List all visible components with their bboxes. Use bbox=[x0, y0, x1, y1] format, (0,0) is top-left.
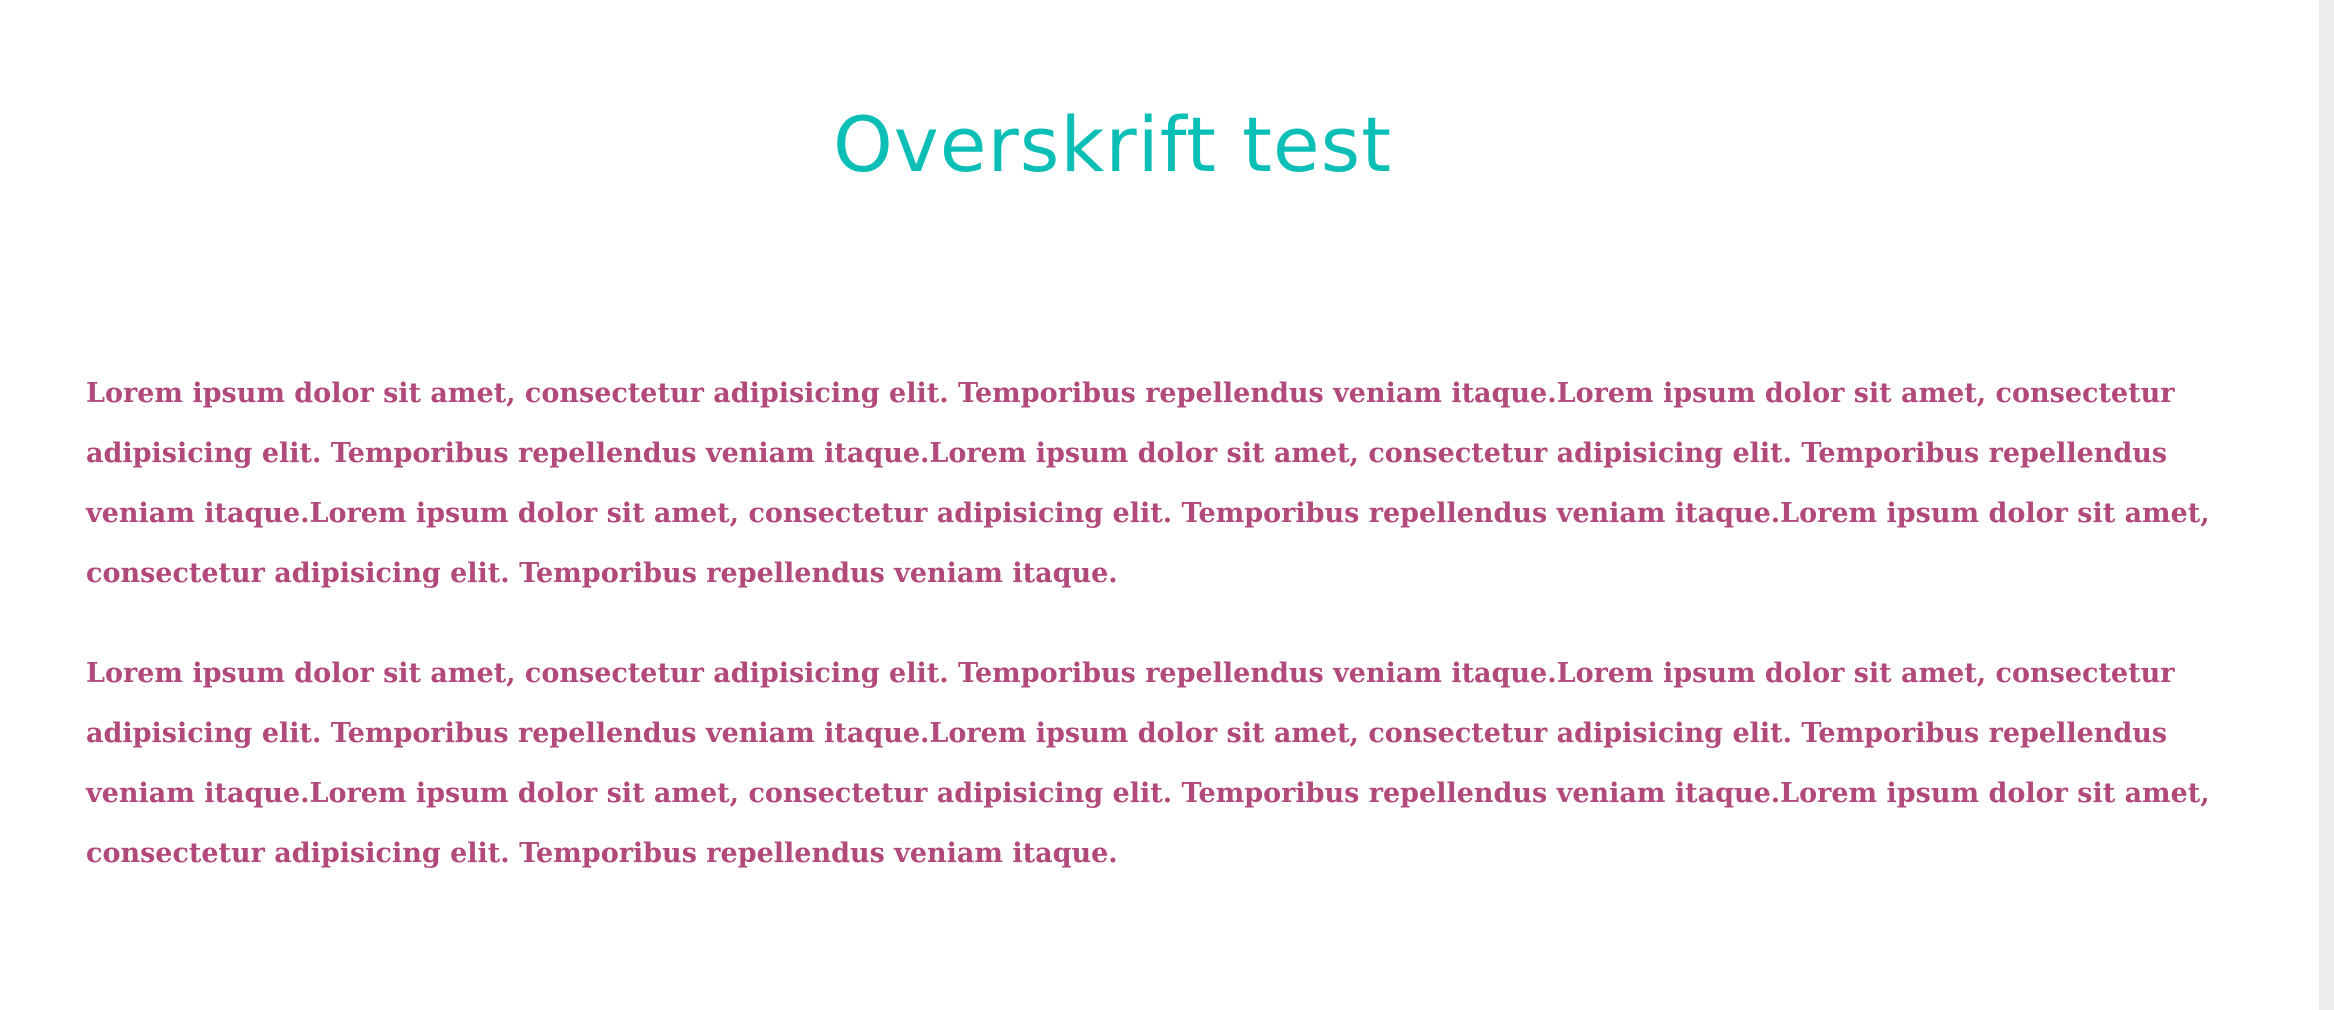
vertical-scrollbar[interactable] bbox=[2319, 0, 2334, 1010]
page-title: Overskrift test bbox=[832, 100, 1393, 189]
paragraph-2: Lorem ipsum dolor sit amet, consectetur adipisicing elit. Temporibus repellendus veniam itaque.Lorem ipsum dolor sit amet, consectetur adipisicing elit. Temporibus repellendus veniam itaque.Lorem ipsum dolor sit amet, consectetur adipisicing elit. Temporibus repellendus veniam itaque.Lorem ipsum dolor sit amet, consectetur adipisicing elit. Temporibus repellendus veniam itaque.Lorem ipsum dolor sit amet, consectetur adipisicing elit. Temporibus repellendus veniam itaque. bbox=[86, 658, 2210, 869]
paragraph-1: Lorem ipsum dolor sit amet, consectetur adipisicing elit. Temporibus repellendus veniam itaque.Lorem ipsum dolor sit amet, consectetur adipisicing elit. Temporibus repellendus veniam itaque.Lorem ipsum dolor sit amet, consectetur adipisicing elit. Temporibus repellendus veniam itaque.Lorem ipsum dolor sit amet, consectetur adipisicing elit. Temporibus repellendus veniam itaque.Lorem ipsum dolor sit amet, consectetur adipisicing elit. Temporibus repellendus veniam itaque. bbox=[86, 378, 2210, 589]
article-body bbox=[86, 364, 2226, 924]
